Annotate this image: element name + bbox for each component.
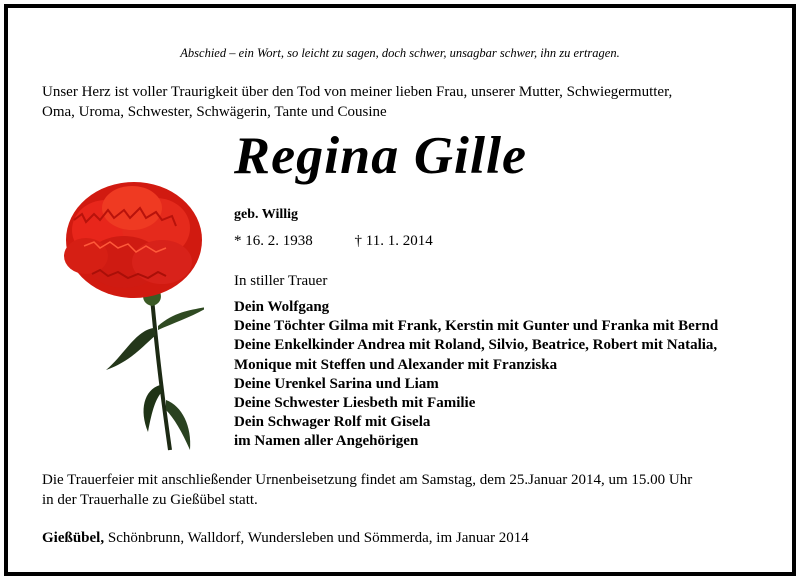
funeral-line-2: in der Trauerhalle zu Gießübel statt.	[42, 492, 258, 508]
blossom	[64, 182, 202, 298]
obituary-frame	[4, 4, 796, 576]
birth-date: * 16. 2. 1938	[234, 233, 313, 249]
funeral-notice	[42, 470, 772, 510]
mourners-list	[234, 298, 718, 452]
motto: Abschied – ein Wort, so leicht zu sagen, doch schwer, unsagbar schwer, ihn zu ertragen.	[180, 46, 620, 60]
mourning-intro: In stiller Trauer	[234, 273, 328, 289]
intro-text	[42, 82, 762, 122]
birth-name: geb. Willig	[234, 207, 299, 222]
mourner-line: Deine Enkelkinder Andrea mit Roland, Silvio, Beatrice, Robert mit Natalia,	[234, 337, 718, 354]
intro-line-2: Oma, Uroma, Schwester, Schwägerin, Tante und Cousine	[42, 104, 387, 120]
deceased-name: Regina Gille	[234, 127, 528, 185]
mourner-line: Deine Töchter Gilma mit Frank, Kerstin mit Gunter und Franka mit Bernd	[234, 318, 719, 335]
intro-line-1: Unser Herz ist voller Traurigkeit über den Tod von meiner lieben Frau, unserer Mutter, Schwiegermutter,	[42, 84, 673, 100]
mourner-line: Monique mit Steffen und Alexander mit Franziska	[234, 356, 558, 373]
mourner-line: Dein Wolfgang	[234, 299, 330, 315]
mourner-line: Deine Schwester Liesbeth mit Familie	[234, 395, 476, 412]
place-bold: Gießübel,	[42, 530, 105, 546]
life-dates	[234, 233, 433, 250]
death-date: † 11. 1. 2014	[354, 233, 433, 249]
carnation-flower-icon	[44, 170, 204, 455]
places-line	[42, 530, 529, 547]
mourner-line: Deine Urenkel Sarina und Liam	[234, 375, 439, 392]
mourner-line: im Namen aller Angehörigen	[234, 433, 419, 450]
place-rest: Schönbrunn, Walldorf, Wundersleben und Sömmerda, im Januar 2014	[104, 530, 529, 546]
mourner-line: Dein Schwager Rolf mit Gisela	[234, 414, 431, 431]
funeral-line-1: Die Trauerfeier mit anschließender Urnenbeisetzung findet am Samstag, dem 25.Januar 2014, um 15.00 Uhr	[42, 472, 693, 488]
